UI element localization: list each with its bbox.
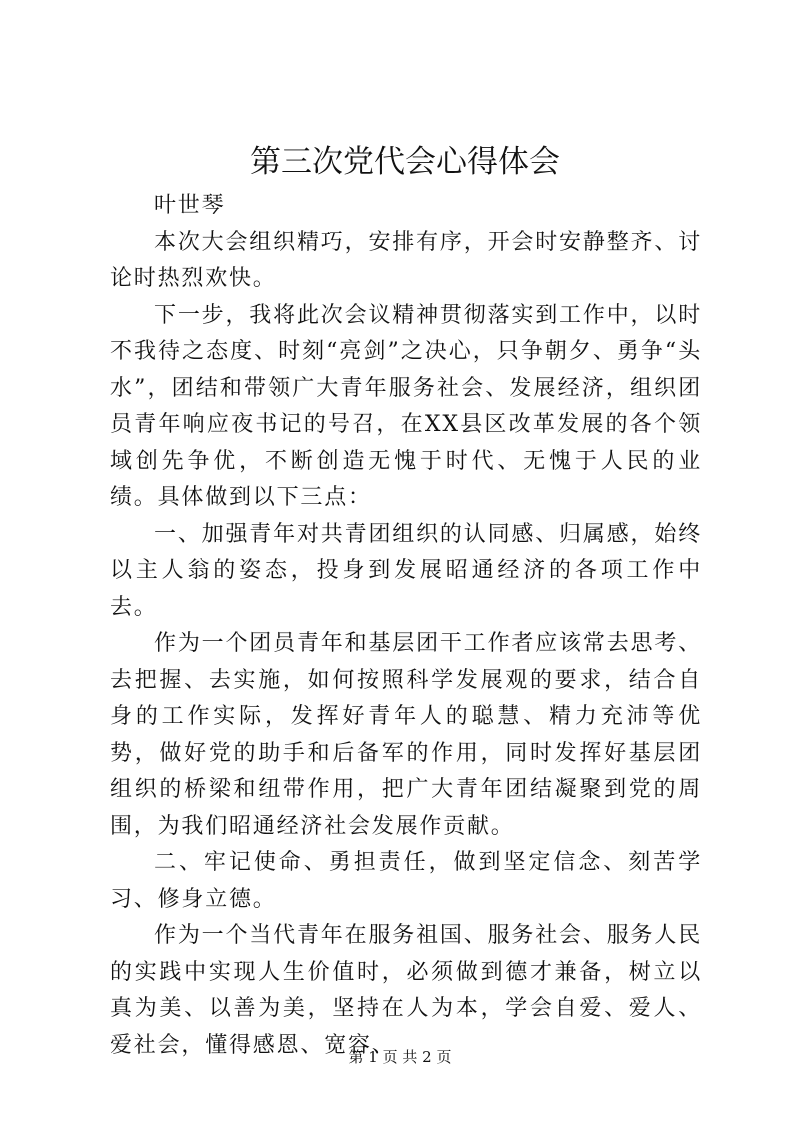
page-title: 第三次党代会心得体会 [250, 144, 560, 180]
page-footer: 第 1 页 共 2 页 [348, 1048, 452, 1066]
paragraph-1: 本次大会组织精巧，安排有序，开会时安静整齐、讨论时热烈欢快。 [110, 229, 702, 291]
author-line: 叶世琴 [154, 193, 226, 218]
paragraph-2: 下一步，我将此次会议精神贯彻落实到工作中，以时不我待之态度、时刻“亮剑”之决心，只争朝夕、勇争“头水”，团结和带领广大青年服务社会、发展经济，组织团员青年响应夜书记的号召，在XX县区改革发展的各个领域创先争优，不断创造无愧于时代、无愧于人民的业绩。具体做到以下三点： [110, 302, 702, 510]
paragraph-4: 作为一个团员青年和基层团干工作者应该常去思考、去把握、去实施，如何按照科学发展观的要求，结合自身的工作实际，发挥好青年人的聪慧、精力充沛等优势，做好党的助手和后备军的作用，同时发挥好基层团组织的桥梁和纽带作用，把广大青年团结凝聚到党的周围，为我们昭通经济社会发展作贡献。 [110, 631, 702, 839]
paragraph-3: 一、加强青年对共青团组织的认同感、归属感，始终以主人翁的姿态，投身到发展昭通经济的各项工作中去。 [110, 521, 702, 620]
document-body [110, 188, 702, 1064]
paragraph-5: 二、牢记使命、勇担责任，做到坚定信念、刻苦学习、修身立德。 [110, 850, 702, 912]
paragraph-6: 作为一个当代青年在服务祖国、服务社会、服务人民的实践中实现人生价值时，必须做到德才兼备，树立以真为美、以善为美，坚持在人为本，学会自爱、爱人、爱社会，懂得感恩、宽容、 [110, 923, 702, 1058]
